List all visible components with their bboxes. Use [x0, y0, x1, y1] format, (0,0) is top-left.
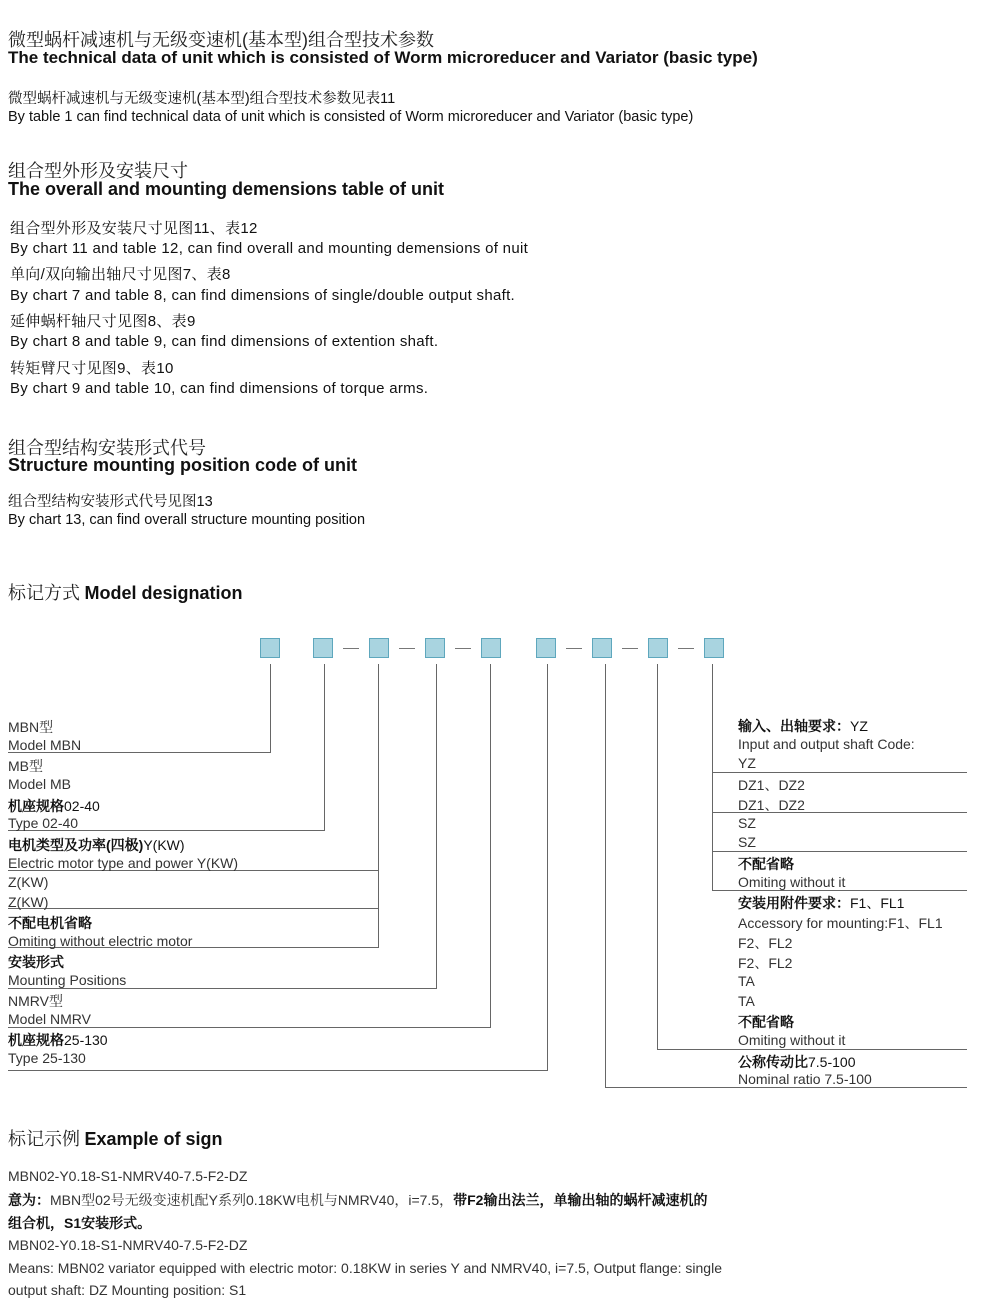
section2-title-en: The overall and mounting demensions table of unit — [8, 179, 445, 199]
label-mbn-en: Model MBN — [8, 737, 82, 753]
label-motor-en: Electric motor type and power Y(KW) — [8, 855, 239, 871]
section2-line: 组合型外形及安装尺寸见图11、表12 — [10, 220, 258, 237]
section2-line: 延伸蜗杆轴尺寸见图8、表9 — [10, 313, 196, 330]
label-yz: YZ — [738, 755, 756, 771]
label-dz1: DZ1、DZ2 — [738, 777, 805, 793]
code-box — [481, 638, 501, 658]
example-title-en: Example of sign — [84, 1129, 223, 1149]
dash-separator — [622, 648, 638, 649]
section3-title-cn: 组合型结构安装形式代号 — [8, 438, 206, 458]
section2-line: 转矩臂尺寸见图9、表10 — [10, 360, 174, 377]
section3-line-cn: 组合型结构安装形式代号见图13 — [8, 494, 213, 510]
section1-title-en: The technical data of unit which is consisted of Worm microreducer and Variator (basic type) — [8, 48, 758, 67]
label-size-cn-value: 25-130 — [64, 1032, 108, 1048]
dash-separator — [566, 648, 582, 649]
example-title-cn: 标记示例 — [8, 1129, 80, 1149]
label-ta1: TA — [738, 973, 755, 989]
example-cn-middle: MBN型02号无级变速机配Y系列0.18KW电机与NMRV40，i=7.5， — [50, 1192, 454, 1208]
code-box — [648, 638, 668, 658]
label-acc-cn — [738, 893, 904, 913]
label-mbn-cn: MBN型 — [8, 719, 54, 735]
leader-line — [657, 664, 658, 1049]
designation-title-en: Model designation — [84, 583, 243, 603]
label-z2: Z(KW) — [8, 894, 49, 910]
label-ratio-en: Nominal ratio 7.5-100 — [738, 1071, 872, 1087]
label-size-cn — [8, 1030, 108, 1050]
dash-separator — [678, 648, 694, 649]
dash-separator — [343, 648, 359, 649]
section2-line: By chart 8 and table 9, can find dimensions of extention shaft. — [10, 333, 439, 350]
label-acc-cn-value: F1、FL1 — [850, 895, 905, 911]
leader-line — [712, 890, 967, 891]
example-cn-prefix: 意为： — [8, 1192, 50, 1208]
label-ratio-cn — [738, 1052, 855, 1072]
section2-line: By chart 7 and table 8, can find dimensions of single/double output shaft. — [10, 287, 516, 304]
label-shaft-cn — [738, 716, 868, 736]
leader-line — [712, 664, 713, 890]
label-type-cn-bold: 机座规格 — [8, 798, 64, 814]
label-dz2: DZ1、DZ2 — [738, 797, 805, 813]
leader-line — [490, 664, 491, 1027]
section2-line: 单向/双向输出轴尺寸见图7、表8 — [10, 266, 231, 283]
label-acc-cn-bold: 安装用附件要求： — [738, 895, 850, 911]
label-mount-cn: 安装形式 — [8, 954, 64, 970]
leader-line — [8, 1027, 491, 1028]
dash-separator — [455, 648, 471, 649]
leader-line — [657, 1049, 967, 1050]
label-omit1-en: Omiting without it — [738, 874, 846, 890]
label-mb-cn: MB型 — [8, 758, 43, 774]
section3-line-en: By chart 13, can find overall structure mounting position — [8, 512, 366, 528]
label-size-en: Type 25-130 — [8, 1050, 86, 1066]
leader-line — [8, 1070, 548, 1071]
leader-line — [547, 664, 548, 1070]
code-box — [260, 638, 280, 658]
section2-line: By chart 9 and table 10, can find dimensions of torque arms. — [10, 380, 429, 397]
leader-line — [378, 664, 379, 947]
label-f2b: F2、FL2 — [738, 955, 793, 971]
section2-title-cn: 组合型外形及安装尺寸 — [8, 161, 188, 181]
label-motor-cn-value: Y(KW) — [143, 837, 185, 853]
example-en-line-1: Means: MBN02 variator equipped with electric motor: 0.18KW in series Y and NMRV40, i=7.5, Output flange: single — [8, 1260, 722, 1276]
leader-line — [712, 772, 967, 773]
example-title — [8, 1125, 223, 1151]
label-size-cn-bold: 机座规格 — [8, 1032, 64, 1048]
label-omit1-cn: 不配省略 — [738, 856, 794, 872]
label-type-cn — [8, 796, 100, 816]
label-shaft-cn-value: YZ — [850, 718, 868, 734]
example-code-1: MBN02-Y0.18-S1-NMRV40-7.5-F2-DZ — [8, 1168, 248, 1184]
label-type-cn-value: 02-40 — [64, 798, 100, 814]
label-motor-cn — [8, 835, 185, 855]
designation-title — [8, 579, 242, 605]
label-omit2-cn: 不配省略 — [738, 1014, 794, 1030]
leader-line — [8, 988, 437, 989]
label-acc-en: Accessory for mounting:F1、FL1 — [738, 915, 943, 931]
example-en-line-2: output shaft: DZ Mounting position: S1 — [8, 1282, 247, 1298]
label-motor-cn-bold: 电机类型及功率(四极) — [8, 837, 144, 853]
section1-line-en: By table 1 can find technical data of unit which is consisted of Worm microreducer and Variator (basic type) — [8, 109, 694, 125]
leader-line — [605, 1087, 967, 1088]
label-shaft-cn-bold: 输入、出轴要求： — [738, 718, 850, 734]
label-ratio-cn-value: 7.5-100 — [808, 1054, 856, 1070]
example-cn-line-1 — [8, 1190, 707, 1210]
code-box — [704, 638, 724, 658]
leader-line — [8, 908, 379, 909]
section2-line: By chart 11 and table 12, can find overall and mounting demensions of nuit — [10, 240, 529, 257]
leader-line — [605, 664, 606, 1087]
label-ratio-cn-bold: 公称传动比 — [738, 1054, 808, 1070]
code-box — [425, 638, 445, 658]
leader-line — [712, 851, 967, 852]
code-box — [536, 638, 556, 658]
label-sz1: SZ — [738, 815, 756, 831]
label-nmrv-cn: NMRV型 — [8, 993, 63, 1009]
label-f2a: F2、FL2 — [738, 935, 793, 951]
label-shaft-en: Input and output shaft Code: — [738, 736, 915, 752]
label-sz2: SZ — [738, 834, 756, 850]
code-box — [592, 638, 612, 658]
label-ta2: TA — [738, 993, 755, 1009]
example-cn-line-2: 组合机，S1安装形式。 — [8, 1215, 152, 1231]
code-box — [313, 638, 333, 658]
label-omit-motor-cn: 不配电机省略 — [8, 915, 92, 931]
label-type-en: Type 02-40 — [8, 815, 79, 831]
designation-title-cn: 标记方式 — [8, 583, 80, 603]
label-mount-en: Mounting Positions — [8, 972, 127, 988]
label-omit-motor-en: Omiting without electric motor — [8, 933, 193, 949]
leader-line — [270, 664, 271, 752]
label-nmrv-en: Model NMRV — [8, 1011, 91, 1027]
leader-line — [324, 664, 325, 830]
section1-title-cn: 微型蜗杆减速机与无级变速机(基本型)组合型技术参数 — [8, 30, 434, 50]
section1-line-cn: 微型蜗杆减速机与无级变速机(基本型)组合型技术参数见表11 — [8, 91, 396, 107]
label-mb-en: Model MB — [8, 776, 72, 792]
label-z1: Z(KW) — [8, 874, 49, 890]
dash-separator — [399, 648, 415, 649]
example-code-2: MBN02-Y0.18-S1-NMRV40-7.5-F2-DZ — [8, 1237, 248, 1253]
section3-title-en: Structure mounting position code of unit — [8, 455, 357, 475]
code-box — [369, 638, 389, 658]
leader-line — [436, 664, 437, 988]
label-omit2-en: Omiting without it — [738, 1032, 846, 1048]
example-cn-suffix: 带F2输出法兰，单输出轴的蜗杆减速机的 — [453, 1192, 708, 1208]
